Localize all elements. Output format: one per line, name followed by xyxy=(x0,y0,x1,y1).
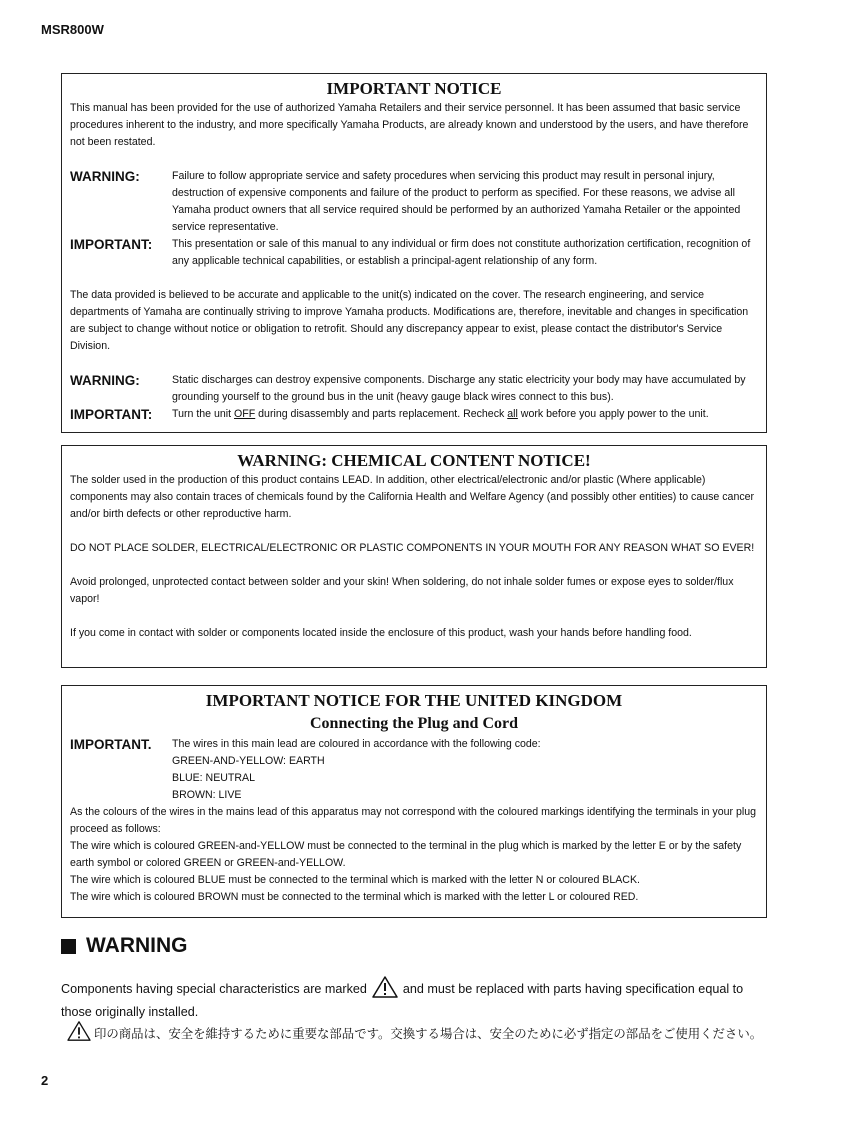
wire-code-intro: The wires in this main lead are coloured in accordance with the following code: xyxy=(172,738,541,750)
chemical-notice-title: WARNING: CHEMICAL CONTENT NOTICE! xyxy=(237,451,591,470)
japanese-warning-text: 印の商品は、安全を維持するために重要な部品です。交換する場合は、安全のために必ず指定の部品をご使用ください。 xyxy=(94,1026,763,1041)
power-off-text xyxy=(172,406,758,423)
warning-triangle-icon xyxy=(66,1020,92,1048)
text-part: work before you apply power to the unit. xyxy=(517,408,709,420)
wash-hands-paragraph: If you come in contact with solder or components located inside the enclosure of this product, wash your hands before handling food. xyxy=(70,627,692,639)
warning-text-before: Components having special characteristics are marked xyxy=(61,982,367,996)
important-notice-title: IMPORTANT NOTICE xyxy=(326,79,502,98)
chemical-notice-box xyxy=(61,445,767,668)
uk-notice-subtitle: Connecting the Plug and Cord xyxy=(309,715,519,732)
warning-paragraph xyxy=(61,975,761,1021)
lead-paragraph: The solder used in the production of this product contains LEAD. In addition, other electrical/electronic and/or plastic (Where applicable) components may also contain traces of chemicals found by the California Health and Welfare Agency (and possibly other entities) to cause cancer and/or birth defects or other reproductive harm. xyxy=(70,474,755,520)
warning-triangle-icon xyxy=(371,975,399,1004)
japanese-warning-line xyxy=(66,1020,786,1048)
important-row-1 xyxy=(70,236,758,270)
off-emphasis: OFF xyxy=(234,408,256,420)
page-number: 2 xyxy=(41,1073,49,1088)
important-label: IMPORTANT: xyxy=(70,407,153,422)
uk-notice-box xyxy=(61,685,767,918)
wire-code-list xyxy=(172,736,758,804)
mouth-warning-paragraph: DO NOT PLACE SOLDER, ELECTRICAL/ELECTRONIC OR PLASTIC COMPONENTS IN YOUR MOUTH FOR ANY REASON WHAT SO EVER! xyxy=(70,542,755,554)
important-text: This presentation or sale of this manual to any individual or firm does not constitute authorization certification, recognition of any applicable technical capabilities, or establish a principal-agent relationship of any form. xyxy=(172,238,751,267)
text-part: Turn the unit xyxy=(172,408,235,420)
warning-row-2 xyxy=(70,372,758,406)
intro-paragraph: This manual has been provided for the use of authorized Yamaha Retailers and their service personnel. It has been assumed that basic service procedures inherent to the industry, and more specifically Yamaha Products, are already known and understood by the users, and have therefore not been restated. xyxy=(70,102,749,148)
green-yellow-paragraph: The wire which is coloured GREEN-and-YELLOW must be connected to the terminal in the plug which is marked by the letter E or by the safety earth symbol or colored GREEN or GREEN-and-YELLOW. xyxy=(70,840,742,869)
important-row-uk xyxy=(70,736,758,804)
warning-label: WARNING: xyxy=(70,169,140,184)
important-row-2 xyxy=(70,406,758,423)
text-part: during disassembly and parts replacement. Recheck xyxy=(255,408,508,420)
important-label: IMPORTANT. xyxy=(70,737,152,752)
warning-text: Failure to follow appropriate service and safety procedures when servicing this product may result in personal injury, destruction of expensive components and failure of the product to perform as specified. For these reasons, we advise all Yamaha product owners that all service required should be performed by an authorized Yamaha Retailer or the appointed service representative. xyxy=(172,170,741,233)
skin-contact-paragraph: Avoid prolonged, unprotected contact between solder and your skin! When soldering, do not inhale solder fumes or expose eyes to solder/flux vapor! xyxy=(70,576,734,605)
warning-label: WARNING: xyxy=(70,373,140,388)
warning-heading xyxy=(61,934,188,958)
wire-code-earth: GREEN-AND-YELLOW: EARTH xyxy=(172,755,325,767)
warning-heading-text: WARNING xyxy=(86,934,188,957)
model-name: MSR800W xyxy=(41,22,104,37)
important-notice-box xyxy=(61,73,767,433)
all-emphasis: all xyxy=(507,408,518,420)
plug-instructions-paragraph: As the colours of the wires in the mains lead of this apparatus may not correspond with the coloured markings identifying the terminals in your plug proceed as follows: xyxy=(70,806,757,835)
wire-code-neutral: BLUE: NEUTRAL xyxy=(172,772,256,784)
brown-paragraph: The wire which is coloured BROWN must be connected to the terminal which is marked with the letter L or coloured RED. xyxy=(70,891,639,903)
warning-text-after: and must be replaced with parts having specification equal to those originally installed. xyxy=(61,982,744,1019)
wire-code-live: BROWN: LIVE xyxy=(172,789,242,801)
important-label: IMPORTANT: xyxy=(70,237,153,252)
warning-row-1 xyxy=(70,168,758,236)
uk-notice-title: IMPORTANT NOTICE FOR THE UNITED KINGDOM xyxy=(205,691,623,710)
blue-paragraph: The wire which is coloured BLUE must be connected to the terminal which is marked with the letter N or coloured BLACK. xyxy=(70,874,640,886)
square-bullet-icon xyxy=(61,939,76,954)
static-warning-text: Static discharges can destroy expensive components. Discharge any static electricity your body may have accumulated by grounding yourself to the ground bus in the unit (heavy gauge black wires connect to this bus). xyxy=(172,374,746,403)
data-paragraph: The data provided is believed to be accurate and applicable to the unit(s) indicated on the cover. The research engineering, and service departments of Yamaha are continually striving to improve Yamaha products. Modifications are, therefore, inevitable and changes in specification are subject to change without notice or obligation to retrofit. Should any discrepancy appear to exist, please contact the distributor's Service Division. xyxy=(70,289,749,352)
